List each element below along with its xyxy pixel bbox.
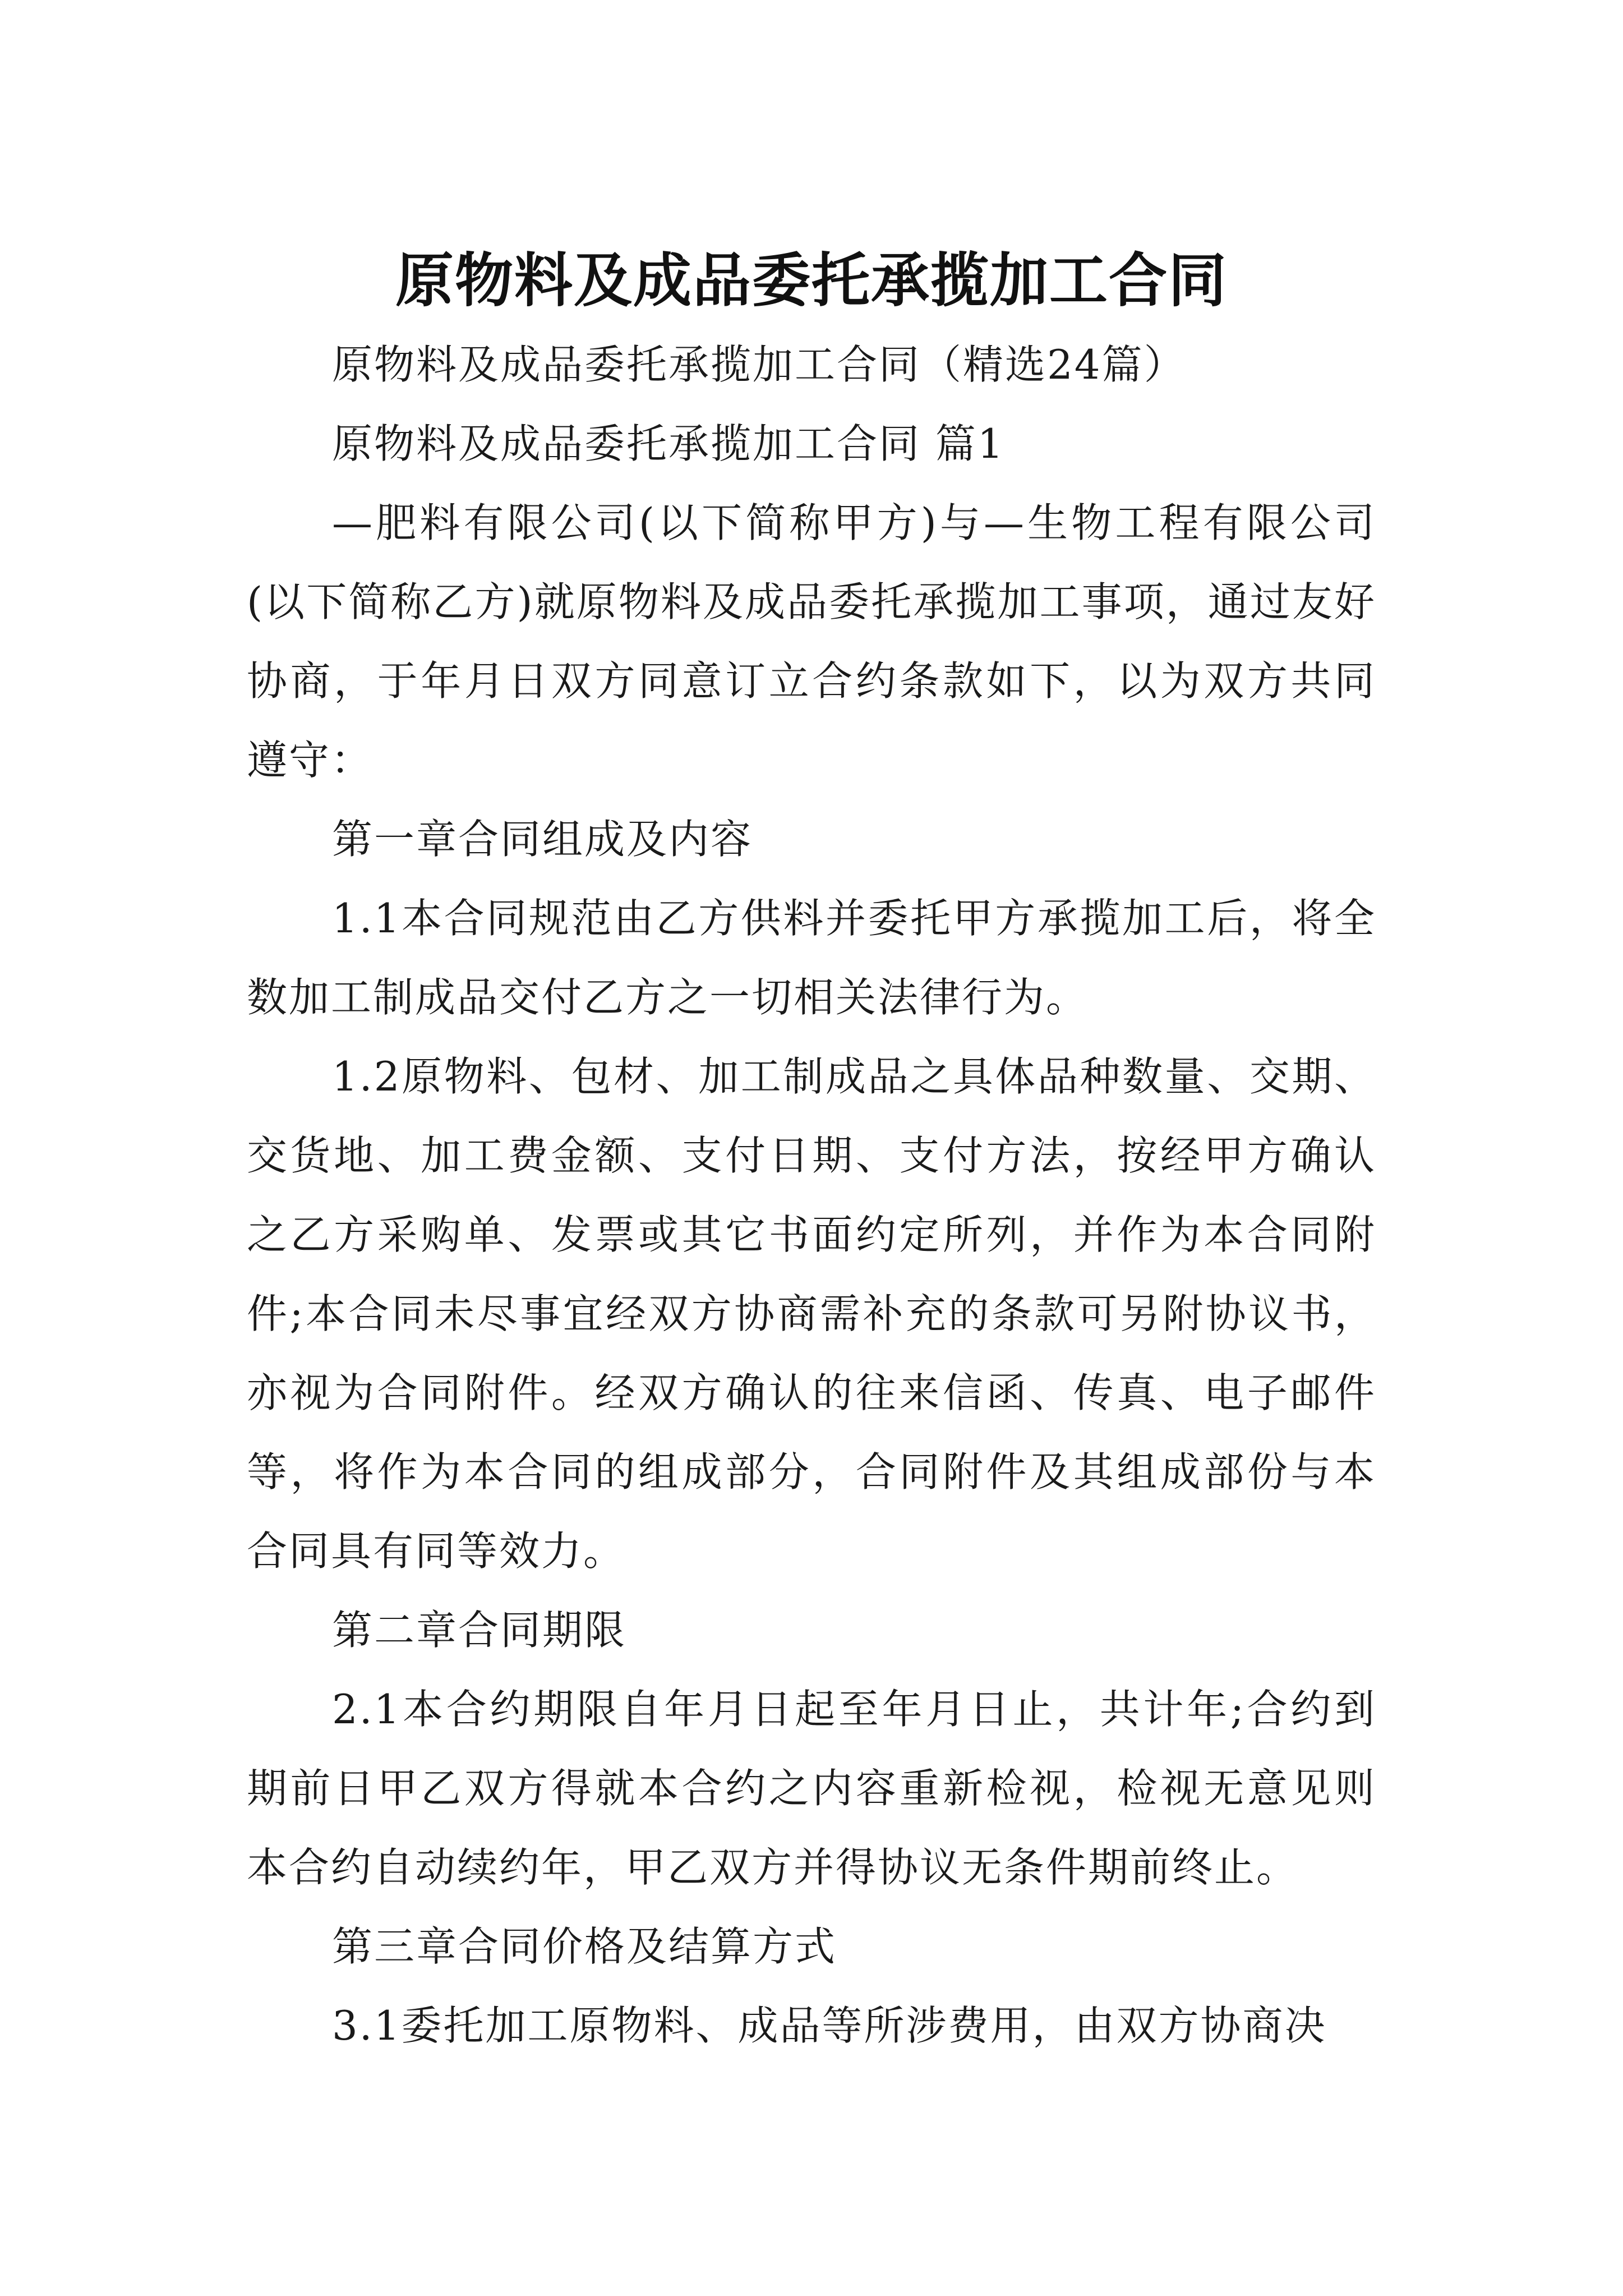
clause-1-2: 1.2原物料、包材、加工制成品之具体品种数量、交期、交货地、加工费金额、支付日期、支付方法，按经甲方确认之乙方采购单、发票或其它书面约定所列，并作为本合同附件;本合同未尽事宜经双方协商需补充的条款可另附协议书，亦视为合同附件。经双方确认的往来信函、传真、电子邮件等，将作为本合同的组成部分，合同附件及其组成部份与本合同具有同等效力。 xyxy=(247,1053,1376,1575)
chapter-heading-2: 第二章合同期限 xyxy=(332,1607,627,1654)
clause-3-1: 3.1委托加工原物料、成品等所涉费用，由双方协商决 xyxy=(332,2002,1327,2049)
document-subtitle: 原物料及成品委托承揽加工合同（精选24篇） xyxy=(332,341,1186,388)
clause-2-1: 2.1本合约期限自年月日起至年月日止，共计年;合约到期前日甲乙双方得就本合约之内容重新检视，检视无意见则本合约自动续约年，甲乙双方并得协议无条件期前终止。 xyxy=(247,1686,1376,1891)
section-heading: 原物料及成品委托承揽加工合同 篇1 xyxy=(332,420,1005,467)
clause-1-1: 1.1本合同规范由乙方供料并委托甲方承揽加工后，将全数加工制成品交付乙方之一切相关法律行为。 xyxy=(247,895,1376,1021)
chapter-heading-3: 第三章合同价格及结算方式 xyxy=(332,1923,837,1970)
document-body xyxy=(247,325,1376,2065)
chapter-heading-1: 第一章合同组成及内容 xyxy=(332,816,753,863)
document-title: 原物料及成品委托承揽加工合同 xyxy=(395,245,1228,315)
paragraph-preamble: —肥料有限公司(以下简称甲方)与—生物工程有限公司(以下简称乙方)就原物料及成品委托承揽加工事项，通过友好协商，于年月日双方同意订立合约条款如下，以为双方共同遵守： xyxy=(247,499,1376,784)
